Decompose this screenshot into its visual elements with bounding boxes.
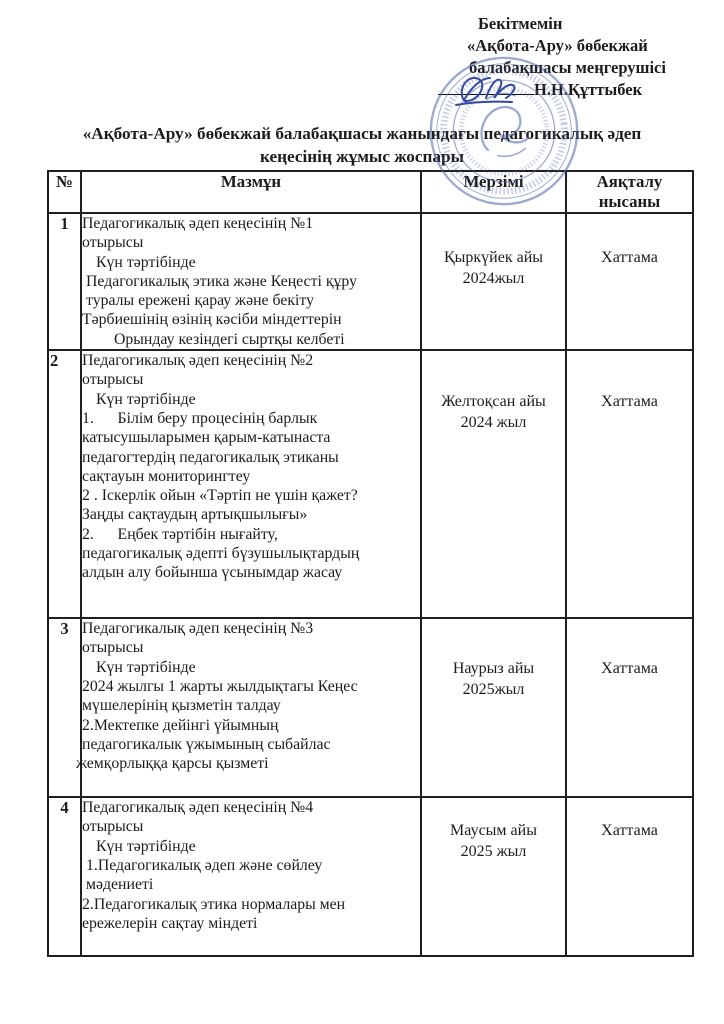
content-line: Педагогикалық әдеп кеңесінің №4 bbox=[82, 799, 314, 817]
content-line: Педагогикалық әдеп кеңесінің №3 bbox=[82, 620, 314, 638]
content-line: 2. Еңбек тәртібін нығайту, bbox=[82, 525, 278, 543]
content-line: 1.Педагогикалық әдеп және сөйлеу bbox=[86, 856, 323, 874]
content-line: Педагогикалық әдеп кеңесінің №1 bbox=[82, 215, 314, 232]
content-line: мәдениеті bbox=[86, 876, 154, 894]
table-row bbox=[48, 350, 693, 618]
row-number: 3 bbox=[48, 618, 81, 797]
row-term bbox=[421, 213, 566, 350]
header-content: Мазмұн bbox=[81, 171, 421, 213]
approver-name: Н.Н.Құттыбек bbox=[534, 80, 643, 99]
row-term bbox=[421, 797, 566, 956]
agenda-label: Күн тәртібінде bbox=[96, 837, 196, 855]
header-result: Аяқталу нысаны bbox=[566, 171, 693, 213]
row-content bbox=[81, 350, 421, 618]
content-line: алдын алу бойынша үсынымдар жасау bbox=[82, 564, 343, 582]
term-year: 2024жыл bbox=[462, 270, 525, 287]
content-line: отырысы bbox=[82, 639, 144, 657]
content-line: ережелерін сақтау міндеті bbox=[82, 914, 258, 932]
content-line: 2.Педагогикалық этика нормалары мен bbox=[82, 895, 346, 913]
row-number: 1 bbox=[48, 213, 81, 350]
content-line: отырысы bbox=[82, 371, 144, 389]
document-title-line-1: «Ақбота-Ару» бөбекжай балабақшасы жанындағы педагогикалық әдеп bbox=[82, 124, 642, 143]
table-row bbox=[48, 213, 693, 350]
result-label: Хаттама bbox=[601, 660, 658, 678]
row-term bbox=[421, 618, 566, 797]
row-result bbox=[566, 350, 693, 618]
row-result bbox=[566, 213, 693, 350]
result-label: Хаттама bbox=[601, 393, 658, 411]
table-header-row bbox=[48, 171, 693, 213]
work-plan-table bbox=[47, 170, 694, 957]
row-number: 2 bbox=[48, 350, 81, 618]
header-term: Мерзімі bbox=[421, 171, 566, 213]
row-term bbox=[421, 350, 566, 618]
approval-line-3: балабақшасы меңгерушісі bbox=[469, 58, 666, 77]
agenda-label: Күн тәртібінде bbox=[96, 658, 196, 676]
content-line: туралы ережені қарау және бекіту bbox=[86, 292, 314, 310]
signature-underline bbox=[438, 80, 534, 95]
row-content bbox=[76, 618, 421, 797]
header-number: № bbox=[48, 171, 81, 213]
table-row bbox=[48, 618, 693, 797]
content-line: 2024 жылгы 1 жарты жылдықтагы Кеңес bbox=[82, 677, 358, 695]
table-row bbox=[48, 797, 693, 956]
row-number: 4 bbox=[48, 797, 81, 956]
result-label: Хаттама bbox=[601, 822, 658, 840]
result-label: Хаттама bbox=[601, 249, 658, 266]
row-content bbox=[81, 213, 421, 350]
content-line: отырысы bbox=[82, 234, 144, 252]
content-line: Педагогикалық этика және Кеңесті құру bbox=[86, 272, 357, 290]
content-line: педагогикалық әдепті бүзушылықтардың bbox=[82, 545, 360, 563]
content-line: Заңды сақтаудың артықшылығы» bbox=[82, 506, 308, 524]
approval-signature-line bbox=[438, 79, 720, 101]
content-line: жемқорлыққа қарсы қызметі bbox=[76, 755, 269, 773]
term-year: 2025жыл bbox=[462, 681, 525, 699]
content-line: сақтауын мониторингтеу bbox=[82, 467, 251, 485]
row-result bbox=[566, 618, 693, 797]
row-content bbox=[81, 797, 421, 956]
content-line: педагогтердің педагогикалық этиканы bbox=[82, 448, 339, 466]
content-line: 1. Білім беру процесінің барлык bbox=[82, 409, 318, 427]
agenda-label: Күн тәртібінде bbox=[96, 253, 196, 271]
row-result bbox=[566, 797, 693, 956]
approval-line-1: Бекітмемін bbox=[478, 14, 563, 33]
content-line: Орындау кезіндегі сыртқы келбеті bbox=[114, 330, 345, 348]
agenda-label: Күн тәртібінде bbox=[96, 390, 196, 408]
content-line: мүшелерінің қызметін талдау bbox=[82, 697, 281, 715]
content-line: 2.Мектепке дейінгі үйымның bbox=[82, 716, 279, 734]
term-year: 2025 жыл bbox=[460, 843, 527, 861]
term-month: Маусым айы bbox=[450, 822, 537, 840]
content-line: 2 . Іскерлік ойын «Тәртіп не үшін қажет? bbox=[82, 487, 358, 505]
content-line: Педагогикалық әдеп кеңесінің №2 bbox=[82, 352, 314, 370]
term-year: 2024 жыл bbox=[460, 414, 527, 432]
term-month: Қыркүйек айы bbox=[443, 249, 544, 266]
content-line: Тәрбиешінің өзінің кәсіби міндеттерін bbox=[82, 311, 342, 329]
content-line: катысушыларымен қарым-катынаста bbox=[82, 429, 331, 447]
content-line: отырысы bbox=[82, 818, 144, 836]
term-month: Желтоқсан айы bbox=[441, 393, 546, 411]
content-line: педагогикалык үжымының сыбайлас bbox=[82, 735, 331, 753]
approval-block bbox=[438, 13, 720, 101]
term-month: Наурыз айы bbox=[452, 660, 535, 678]
approval-line-2: «Ақбота-Ару» бөбекжай bbox=[467, 36, 648, 55]
document-title-line-2: кеңесінің жұмыс жоспары bbox=[260, 147, 464, 166]
document-title bbox=[40, 122, 684, 168]
